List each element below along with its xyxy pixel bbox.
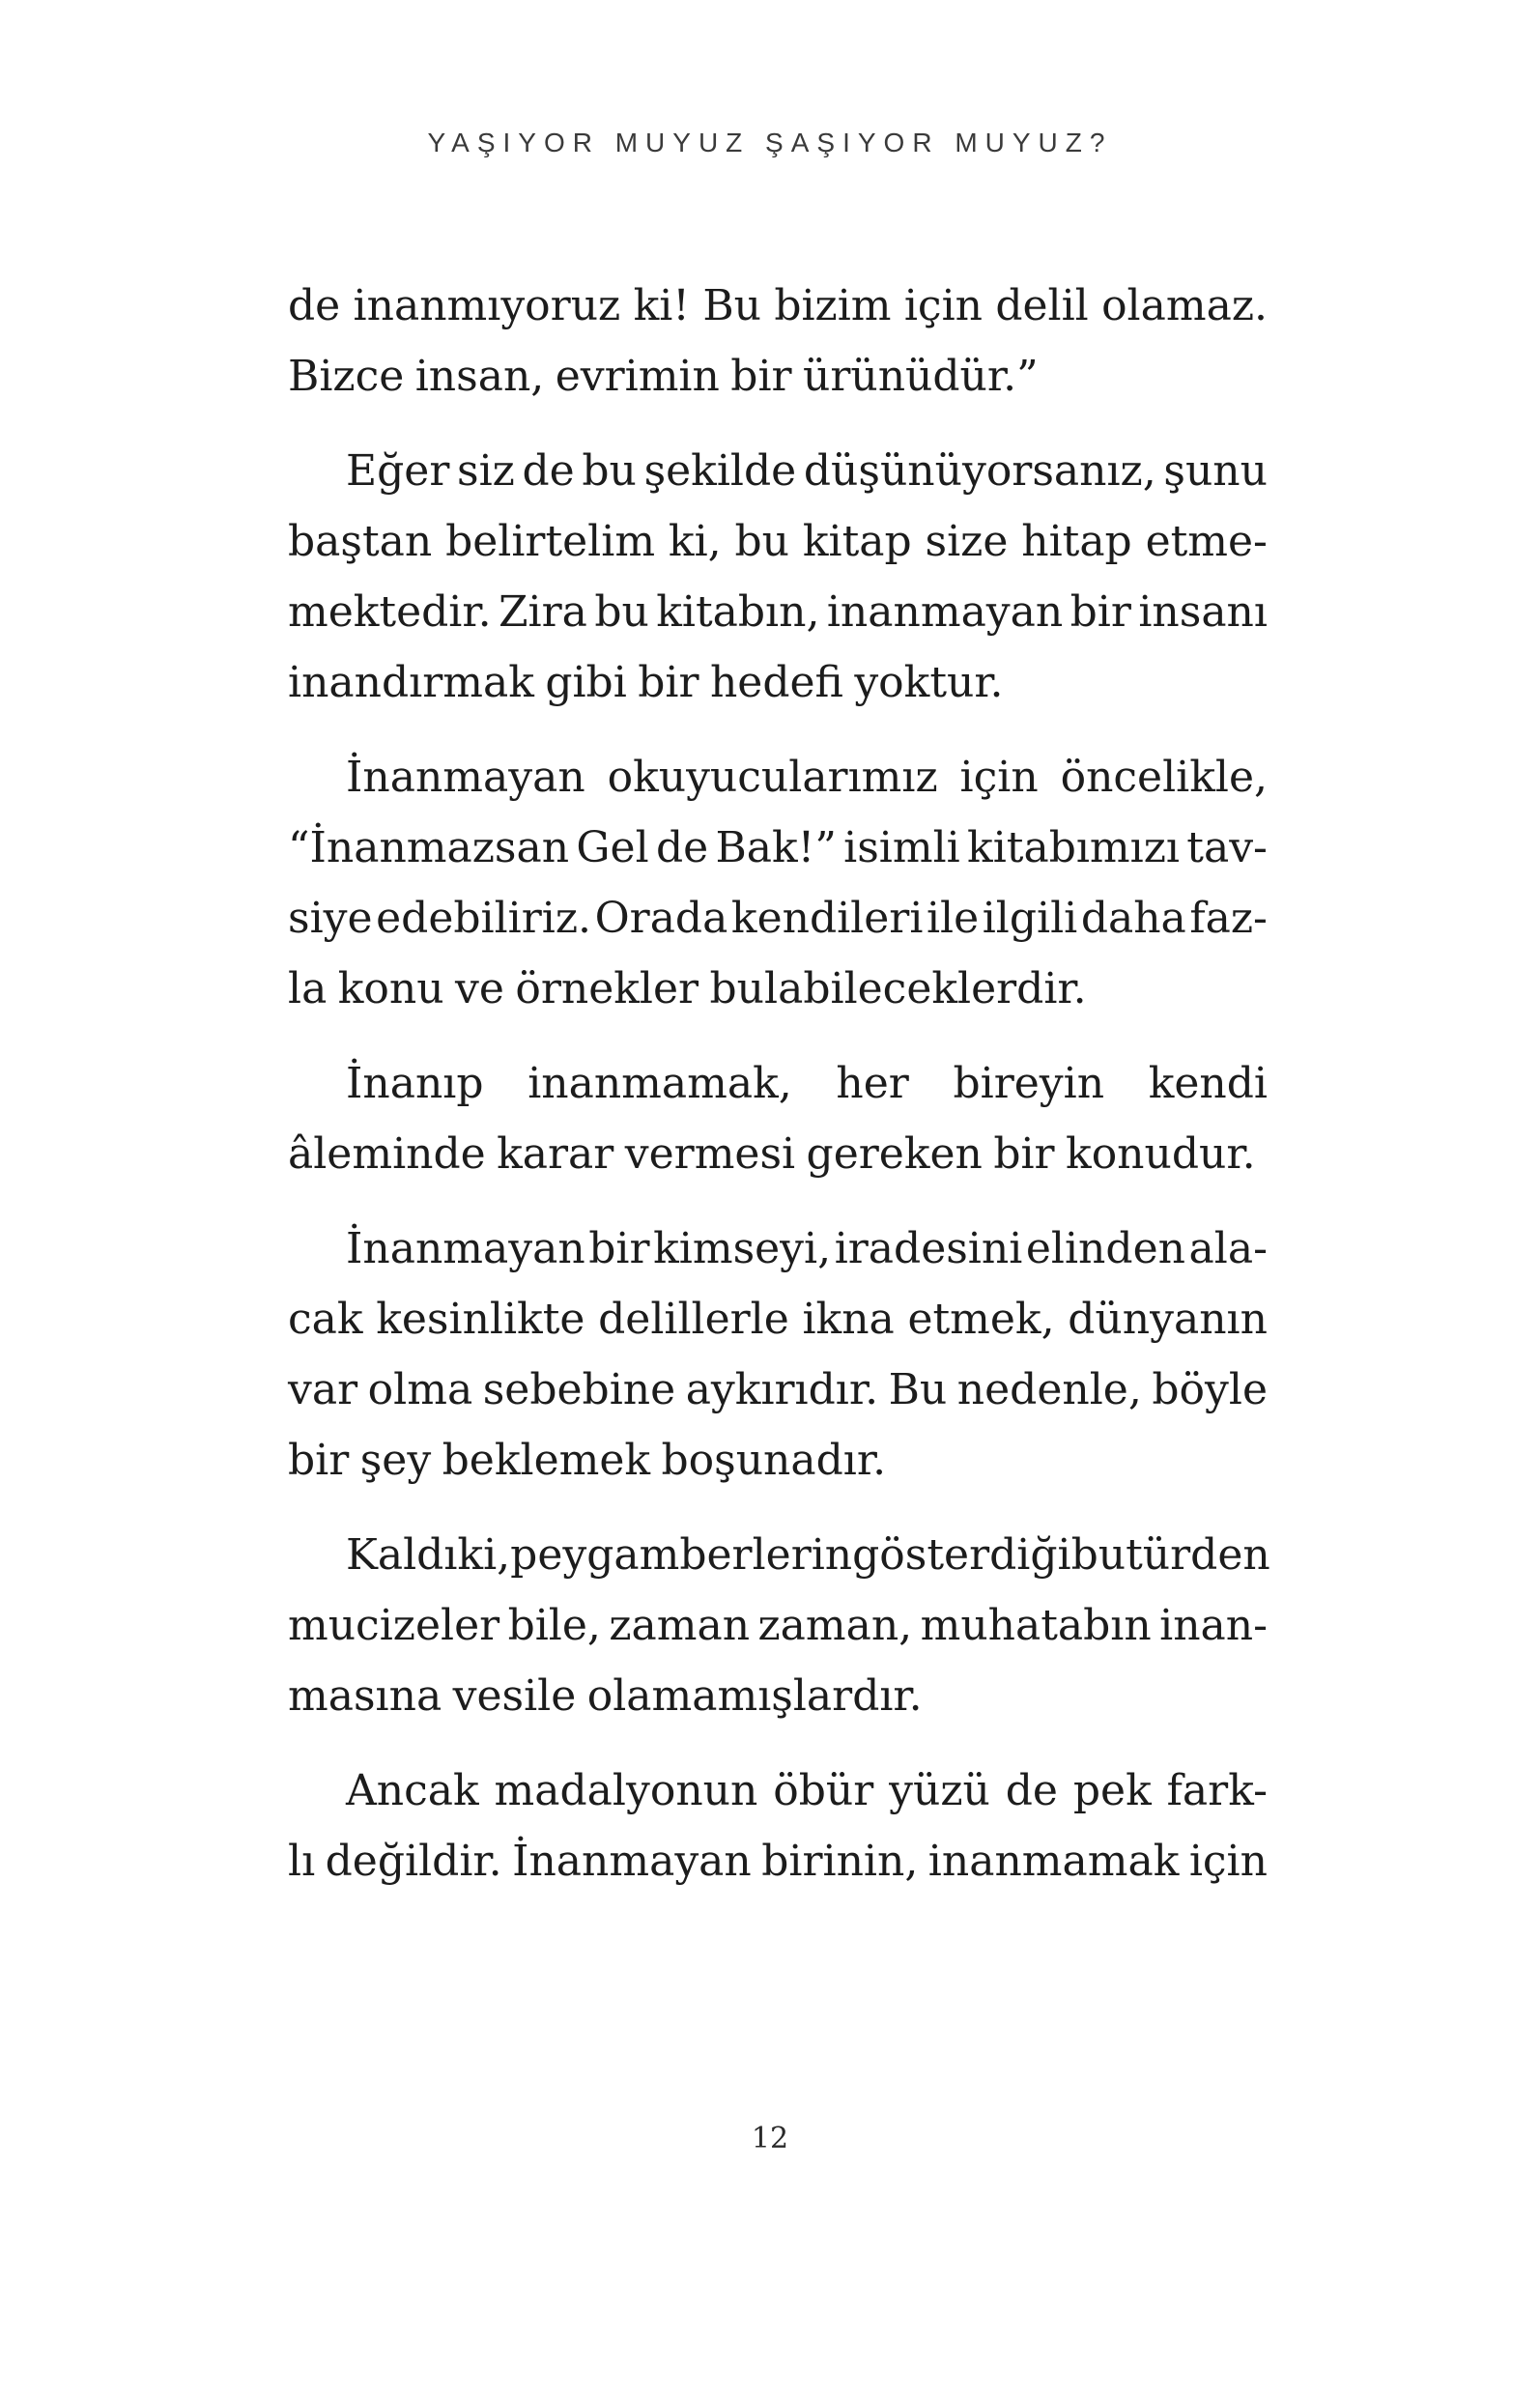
word: iradesini [834, 1224, 1023, 1273]
word: türden [1126, 1530, 1270, 1580]
word: kimseyi, [653, 1224, 832, 1273]
word: ki! [633, 281, 690, 330]
text-line [288, 436, 1268, 506]
word: ve [455, 964, 504, 1013]
text-line [288, 577, 1268, 647]
text-line [288, 506, 1268, 577]
word: kendi [1148, 1059, 1268, 1108]
word: olamaz. [1101, 281, 1268, 330]
word: İnanmayan [346, 1224, 585, 1273]
text-line [288, 813, 1268, 883]
paragraph [288, 436, 1268, 718]
word: elinden [1025, 1224, 1185, 1273]
word: mektedir. [288, 587, 492, 637]
word: la [288, 964, 328, 1013]
word: zaman [609, 1601, 751, 1650]
word: inanmayan [826, 587, 1064, 637]
word: bir [638, 658, 699, 707]
word: muhatabın [920, 1601, 1152, 1650]
word: için [959, 753, 1039, 802]
word: hitap [1021, 517, 1132, 566]
word: zaman, [757, 1601, 913, 1650]
word: bile, [507, 1601, 601, 1650]
word: vesile [452, 1671, 577, 1721]
word: sebebine [482, 1365, 676, 1414]
text-line [288, 1826, 1268, 1897]
paragraph [288, 1048, 1268, 1189]
word: düşünüyorsanız, [803, 446, 1156, 496]
word: insan, [414, 352, 545, 401]
word: örnekler [515, 964, 699, 1013]
word: bulabileceklerdir. [709, 964, 1087, 1013]
word: bir [588, 1224, 650, 1273]
word: delil [995, 281, 1089, 330]
word: okuyucularımız [607, 753, 938, 802]
text-line [288, 1355, 1268, 1425]
word: de [522, 446, 575, 496]
word: bizim [774, 281, 892, 330]
word: nedenle, [956, 1365, 1142, 1414]
word: inanmamak [927, 1837, 1180, 1886]
word: konu [337, 964, 444, 1013]
word: gösterdiği [852, 1530, 1071, 1580]
page-number: 12 [751, 2122, 789, 2155]
word: Bu [888, 1365, 948, 1414]
word: “İnanmazsan [288, 823, 570, 872]
word: gibi [545, 658, 627, 707]
word: var [288, 1365, 358, 1414]
word: her [836, 1059, 909, 1108]
text-line [288, 883, 1268, 954]
body-text [288, 271, 1268, 1921]
word: vermesi [624, 1129, 796, 1179]
word: de [288, 281, 341, 330]
paragraph [288, 742, 1268, 1024]
word: de [1005, 1766, 1058, 1815]
word: bir [993, 1129, 1055, 1179]
word: bu [1070, 1530, 1126, 1580]
word: değildir. [325, 1837, 502, 1886]
word: yoktur. [854, 658, 1004, 707]
text-line [288, 647, 1268, 718]
text-line [288, 1048, 1268, 1119]
word: Bak!” [715, 823, 837, 872]
word: bir [288, 1436, 350, 1485]
word: böyle [1152, 1365, 1268, 1414]
word: isimli [843, 823, 960, 872]
word: beklemek [442, 1436, 651, 1485]
word: için [1188, 1837, 1268, 1886]
word: boşunadır. [661, 1436, 887, 1485]
word: ki, [668, 517, 722, 566]
word: Kaldı [346, 1530, 458, 1580]
word: cak [288, 1295, 363, 1344]
word: peygamberlerin [510, 1530, 853, 1580]
text-line [288, 1425, 1268, 1496]
word: evrimin [555, 352, 720, 401]
word: etme- [1145, 517, 1268, 566]
word: hedefi [709, 658, 843, 707]
text-line [288, 341, 1268, 412]
word: faz- [1189, 894, 1268, 943]
word: ala- [1188, 1224, 1268, 1273]
word: olma [367, 1365, 473, 1414]
word: bu [734, 517, 789, 566]
word: bireyin [953, 1059, 1105, 1108]
word: madalyonun [494, 1766, 758, 1815]
word: İnanmayan [346, 753, 585, 802]
word: gereken [806, 1129, 983, 1179]
text-line [288, 742, 1268, 813]
word: birinin, [761, 1837, 919, 1886]
word: masına [288, 1671, 442, 1721]
paragraph [288, 1213, 1268, 1496]
word: konudur. [1066, 1129, 1256, 1179]
word: belirtelim [445, 517, 656, 566]
text-line [288, 271, 1268, 341]
word: Bu [702, 281, 761, 330]
text-line [288, 1284, 1268, 1355]
word: olamamışlardır. [586, 1671, 923, 1721]
word: şunu [1163, 446, 1268, 496]
word: şey [359, 1436, 432, 1485]
text-line [288, 1213, 1268, 1284]
word: bir [730, 352, 792, 401]
word: kitabın, [656, 587, 820, 637]
word: lı [288, 1837, 316, 1886]
word: ki, [457, 1530, 511, 1580]
word: Eğer [346, 446, 450, 496]
word: bir [1069, 587, 1131, 637]
word: öncelikle, [1060, 753, 1268, 802]
word: daha [1080, 894, 1186, 943]
word: bu [582, 446, 637, 496]
word: delillerle [598, 1295, 789, 1344]
paragraph [288, 271, 1268, 412]
text-line [288, 1755, 1268, 1826]
word: inanmamak, [528, 1059, 792, 1108]
word: aykırıdır. [685, 1365, 879, 1414]
word: siz [457, 446, 515, 496]
word: şekilde [643, 446, 797, 496]
word: etmek, [907, 1295, 1055, 1344]
word: ile [926, 894, 980, 943]
word: de [655, 823, 709, 872]
word: âleminde [288, 1129, 486, 1179]
word: insanı [1138, 587, 1268, 637]
paragraph [288, 1520, 1268, 1731]
word: ilgili [982, 894, 1078, 943]
word: Zira [498, 587, 587, 637]
word: inandırmak [288, 658, 534, 707]
word: öbür [773, 1766, 874, 1815]
word: mucizeler [288, 1601, 500, 1650]
word: inan- [1159, 1601, 1268, 1650]
word: Bizce [288, 352, 405, 401]
word: pek [1072, 1766, 1152, 1815]
word: dünyanın [1068, 1295, 1268, 1344]
word: siye [288, 894, 373, 943]
word: İnanmayan [512, 1837, 752, 1886]
word: İnanıp [346, 1059, 484, 1108]
word: tav- [1186, 823, 1268, 872]
text-line [288, 1520, 1268, 1590]
word: size [925, 517, 1009, 566]
text-line [288, 954, 1268, 1024]
paragraph [288, 1755, 1268, 1897]
word: karar [497, 1129, 614, 1179]
text-line [288, 1661, 1268, 1731]
word: Gel [576, 823, 649, 872]
word: yüzü [889, 1766, 990, 1815]
word: kitabımızı [967, 823, 1180, 872]
running-header: YAŞIYOR MUYUZ ŞAŞIYOR MUYUZ? [427, 128, 1113, 157]
word: Ancak [346, 1766, 479, 1815]
word: baştan [288, 517, 433, 566]
word: kitap [802, 517, 912, 566]
word: inanmıyoruz [353, 281, 621, 330]
word: Orada [594, 894, 728, 943]
text-line [288, 1590, 1268, 1661]
word: ürünüdür.” [803, 352, 1039, 401]
word: bu [594, 587, 649, 637]
word: kesinlikte [376, 1295, 585, 1344]
text-line [288, 1119, 1268, 1189]
word: ikna [802, 1295, 895, 1344]
word: edebiliriz. [376, 894, 592, 943]
word: fark- [1166, 1766, 1268, 1815]
word: kendileri [730, 894, 924, 943]
word: için [903, 281, 983, 330]
